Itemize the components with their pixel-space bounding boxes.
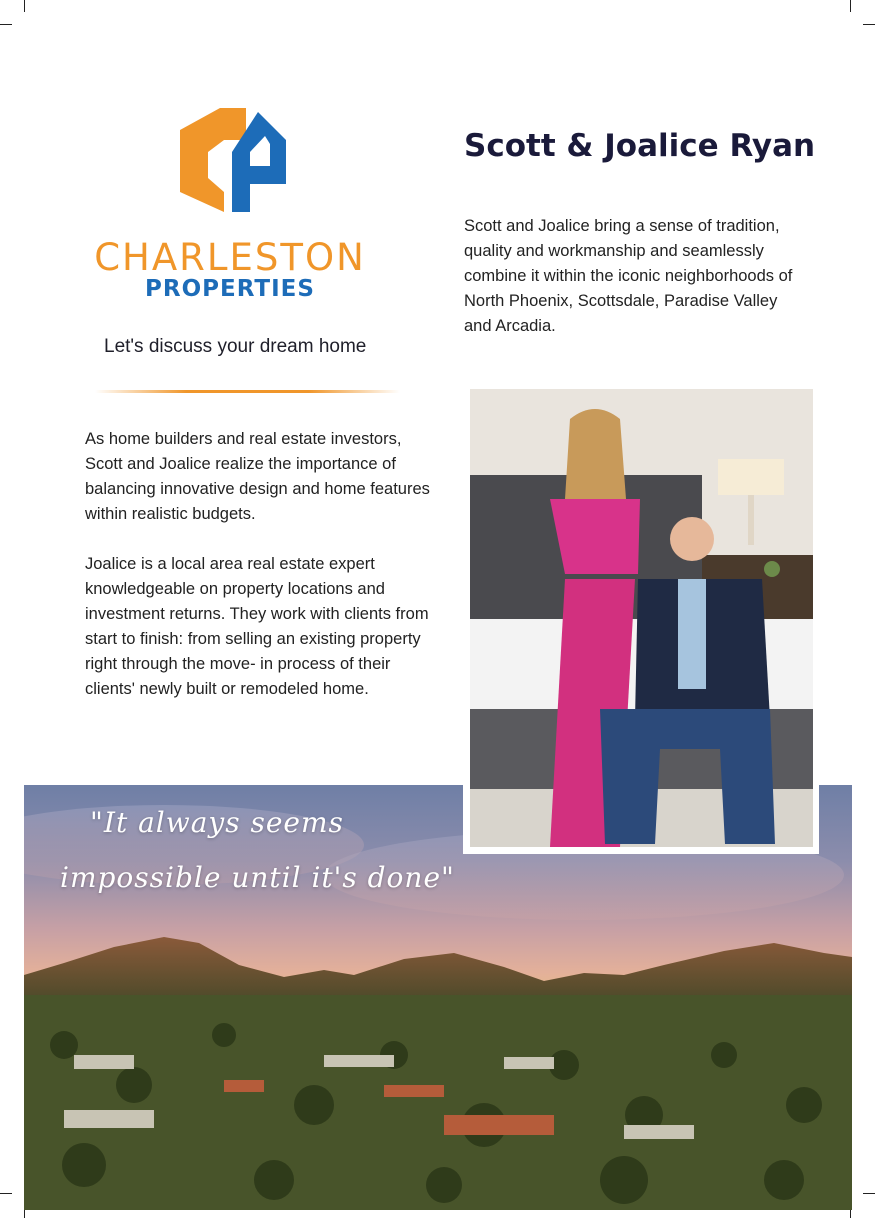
page-title: Scott & Joalice Ryan — [464, 128, 816, 164]
portrait-photo — [470, 389, 813, 847]
inspirational-quote — [60, 795, 530, 905]
body-text — [85, 427, 430, 727]
quote-line: impossible until it's done" — [60, 861, 455, 894]
logo-wordmark: CHARLESTON — [94, 236, 366, 279]
company-logo — [80, 100, 380, 310]
intro-text: Scott and Joalice bring a sense of tradition, quality and workmanship and seamlessly combine it within the iconic neighborhoods of North Phoenix, Scottsdale, Paradise Valley and Arcadia. — [464, 217, 793, 335]
house-logo-icon — [170, 100, 290, 220]
tagline: Let's discuss your dream home — [104, 336, 367, 357]
crop-mark — [0, 24, 12, 25]
portrait-illustration — [470, 389, 813, 847]
quote-line: "It always seems — [90, 806, 344, 839]
crop-mark — [863, 1193, 875, 1194]
crop-mark — [24, 0, 25, 12]
body-paragraph: As home builders and real estate investors, Scott and Joalice realize the importance of balancing innovative design and home features within realistic budgets. — [85, 430, 430, 523]
divider — [95, 390, 400, 393]
crop-mark — [850, 0, 851, 12]
logo-subtitle: PROPERTIES — [145, 276, 315, 302]
body-paragraph: Joalice is a local area real estate expert knowledgeable on property locations and investment returns. They work with clients from start to finish: from selling an existing property right through the move- in process of their clients' newly built or remodeled home. — [85, 555, 429, 698]
crop-mark — [0, 1193, 12, 1194]
crop-mark — [863, 24, 875, 25]
